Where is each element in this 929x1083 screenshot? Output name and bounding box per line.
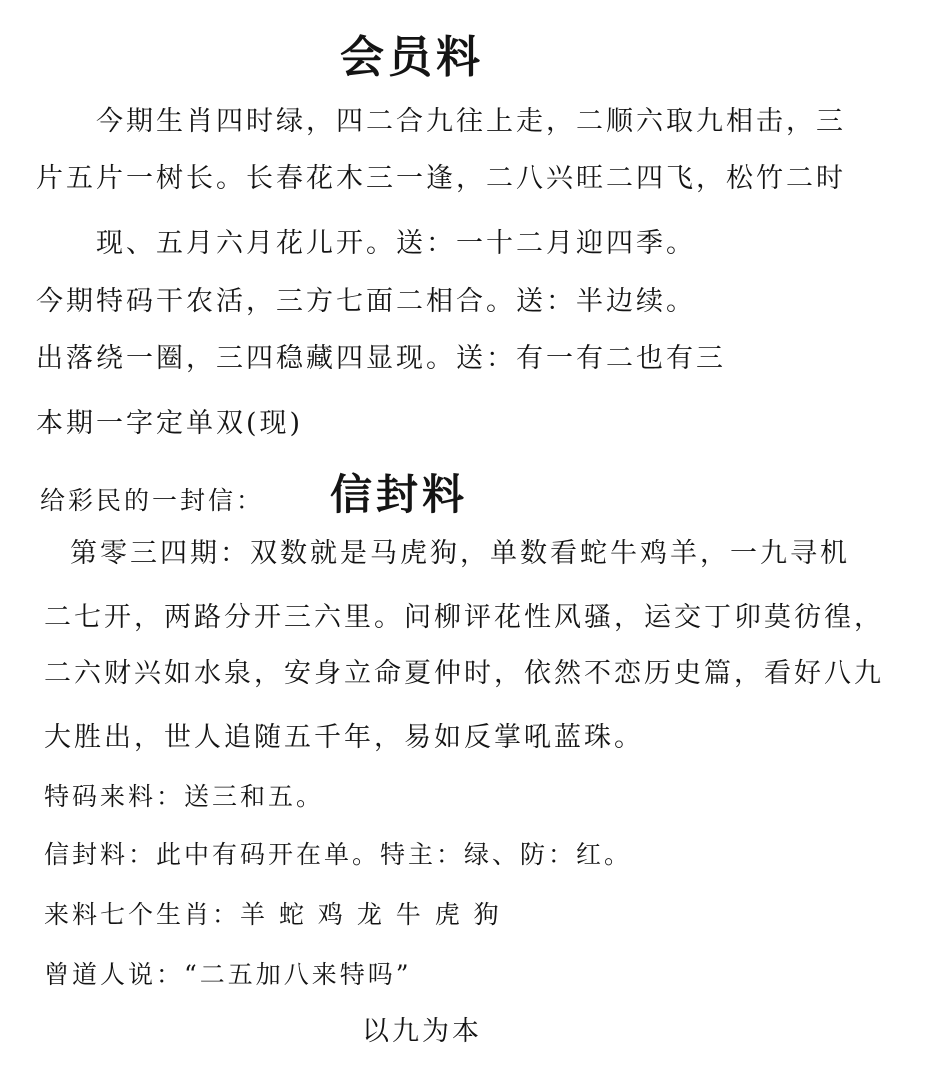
member-line-1: 今期生肖四时绿，四二合九往上走，二顺六取九相击，三 — [96, 106, 846, 137]
zeng-said-line: 曾道人说：“二五加八来特吗” — [44, 960, 412, 989]
member-line-3: 现、五月六月花儿开。送：一十二月迎四季。 — [96, 228, 696, 259]
member-line-5: 出落绕一圈，三四稳藏四显现。送：有一有二也有三 — [36, 343, 726, 374]
envelope-title: 信封料 — [330, 470, 469, 519]
letter-label: 给彩民的一封信： — [40, 486, 265, 515]
special-code-line: 特码来料：送三和五。 — [44, 782, 325, 811]
envelope-line-2: 二七开，两路分开三六里。问柳评花性风骚，运交丁卯莫彷徨， — [44, 602, 884, 633]
seven-zodiacs-line: 来料七个生肖：羊 蛇 鸡 龙 牛 虎 狗 — [44, 900, 502, 929]
envelope-line-4: 大胜出，世人追随五千年，易如反掌吼蓝珠。 — [44, 722, 644, 753]
member-line-2: 片五片一树长。长春花木三一逢，二八兴旺二四飞，松竹二时 — [36, 163, 846, 194]
footer-line: 以九为本 — [362, 1016, 482, 1047]
member-line-4: 今期特码干农活，三方七面二相合。送：半边续。 — [36, 286, 696, 317]
member-line-6: 本期一字定单双(现) — [36, 408, 304, 439]
envelope-line-1: 第零三四期：双数就是马虎狗，单数看蛇牛鸡羊，一九寻机 — [70, 538, 850, 569]
envelope-line-3: 二六财兴如水泉，安身立命夏仲时，依然不恋历史篇，看好八九 — [44, 658, 884, 689]
envelope-note-line: 信封料：此中有码开在单。特主：绿、防：红。 — [44, 840, 633, 869]
member-title: 会员料 — [340, 32, 484, 83]
